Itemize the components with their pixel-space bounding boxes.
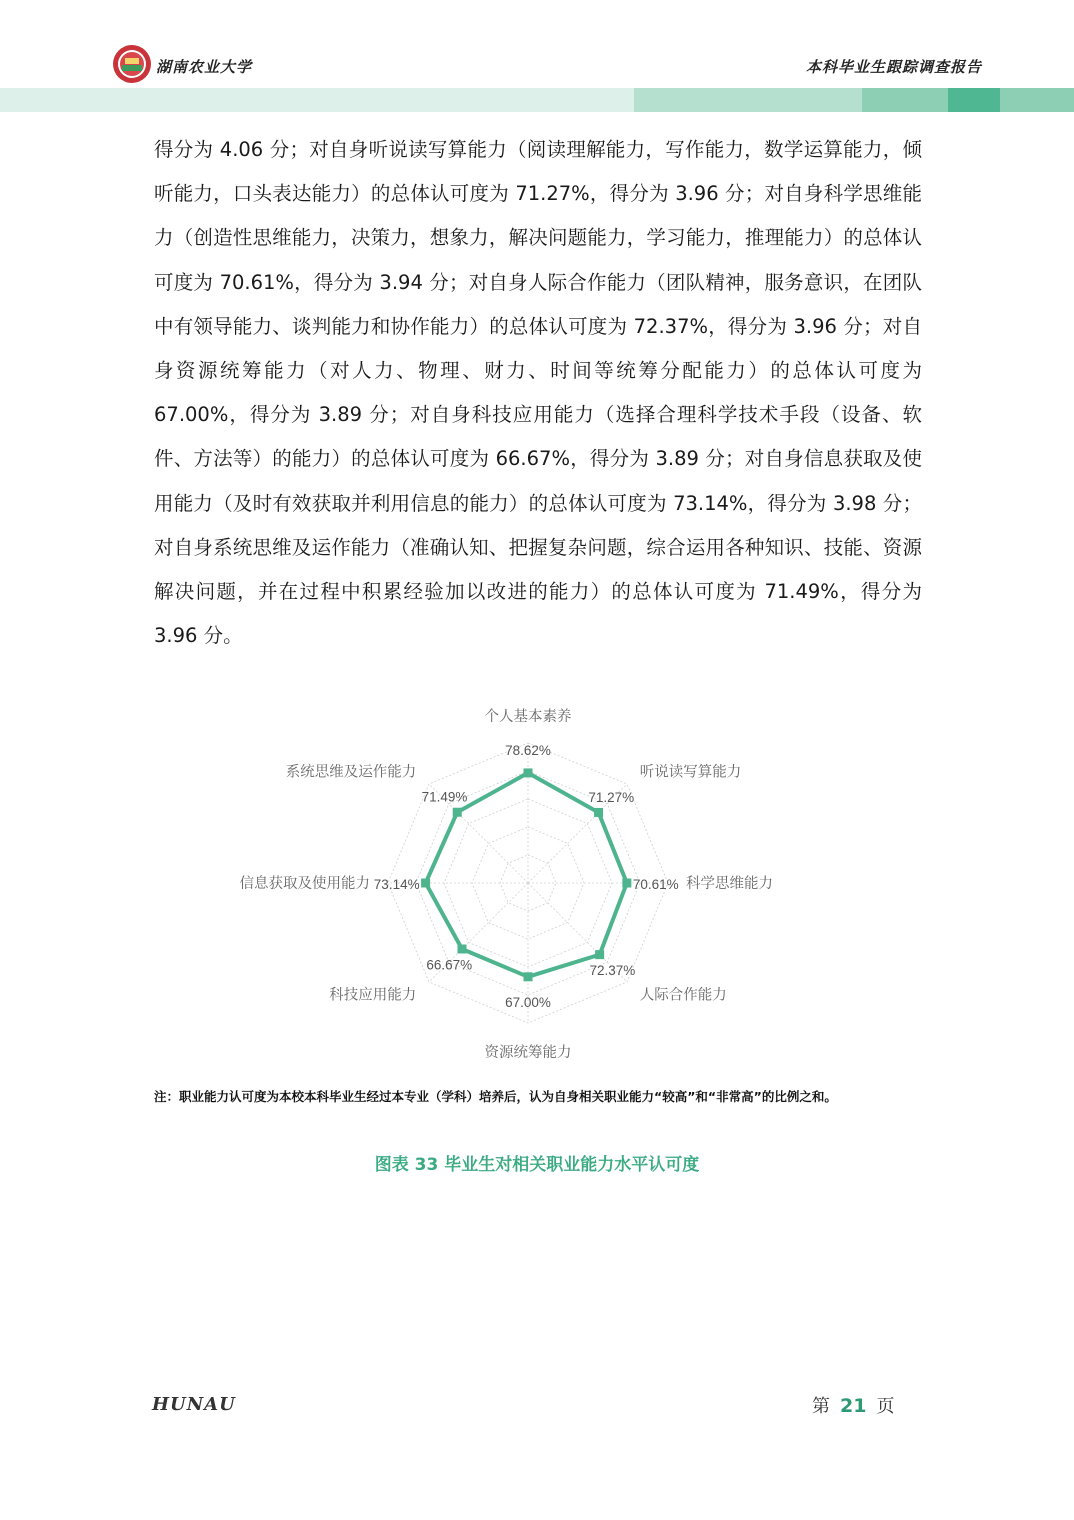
radar-chart xyxy=(200,700,860,1060)
body-paragraph: 得分为 4.06 分；对自身听说读写算能力（阅读理解能力，写作能力，数学运算能力，倾听能力，口头表达能力）的总体认可度为 71.27%，得分为 3.96 分；对自身科学思维能力（创造性思维能力，决策力，想象力，解决问题能力，学习能力，推理能力）的总体认可度为 70.61%，得分为 3.94 分；对自身人际合作能力（团队精神，服务意识，在团队中有领导能力、谈判能力和协作能力）的总体认可度为 72.37%，得分为 3.96 分；对自身资源统筹能力（对人力、物理、财力、时间等统筹分配能力）的总体认可度为 67.00%，得分为 3.89 分；对自身科技应用能力（选择合理科学技术手段（设备、软件、方法等）的能力）的总体认可度为 66.67%，得分为 3.89 分；对自身信息获取及使用能力（及时有效获取并利用信息的能力）的总体认可度为 73.14%，得分为 3.98 分；对自身系统思维及运作能力（准确认知、把握复杂问题，综合运用各种知识、技能、资源解决问题，并在过程中积累经验加以改进的能力）的总体认可度为 71.49%，得分为 3.96 分。 xyxy=(154,138,922,648)
radar-value-label: 70.61% xyxy=(632,877,679,892)
radar-value-label: 73.14% xyxy=(373,877,420,892)
radar-point xyxy=(458,944,467,953)
header-band-dark xyxy=(948,88,1000,112)
figure-caption: 图表 33 毕业生对相关职业能力水平认可度 xyxy=(374,1155,700,1175)
header-band-mid xyxy=(634,88,862,112)
radar-point xyxy=(453,808,462,817)
footer-logo: HUNAU xyxy=(152,1394,236,1415)
report-title: 本科毕业生跟踪调查报告 xyxy=(805,58,982,76)
radar-point xyxy=(421,879,430,888)
radar-point xyxy=(524,768,533,777)
radar-value-label: 67.00% xyxy=(505,994,551,1010)
header-band-accent xyxy=(862,88,948,112)
radar-value-label: 72.37% xyxy=(589,963,636,979)
radar-value-label: 66.67% xyxy=(426,957,473,973)
chart-note: 注：职业能力认可度为本校本科毕业生经过本专业（学科）培养后，认为自身相关职业能力“较高”和“非常高”的比例之和。 xyxy=(154,1089,837,1104)
radar-category-label: 系统思维及运作能力 xyxy=(285,764,417,781)
radar-point xyxy=(524,972,533,981)
radar-category-label: 科学思维能力 xyxy=(686,876,773,892)
radar-value-label: 71.49% xyxy=(421,789,468,805)
header-band-light xyxy=(0,88,634,112)
radar-point xyxy=(595,950,604,959)
radar-category-label: 个人基本素养 xyxy=(484,709,572,725)
radar-category-label: 信息获取及使用能力 xyxy=(239,876,370,892)
radar-category-label: 资源统筹能力 xyxy=(484,1045,572,1060)
radar-category-label: 人际合作能力 xyxy=(639,987,727,1004)
header-band-end xyxy=(1000,88,1074,112)
page-header xyxy=(0,0,1074,115)
page-suffix: 页 xyxy=(876,1396,895,1417)
page-number xyxy=(812,1392,894,1418)
page-number-value: 21 xyxy=(840,1395,867,1417)
radar-category-label: 科技应用能力 xyxy=(329,987,417,1004)
radar-point xyxy=(594,808,603,817)
university-seal-icon xyxy=(112,44,152,84)
radar-category-label: 听说读写算能力 xyxy=(639,764,742,781)
radar-value-label: 71.27% xyxy=(588,789,635,805)
radar-value-label: 78.62% xyxy=(505,742,551,758)
page-prefix: 第 xyxy=(812,1396,830,1417)
university-name: 湖南农业大学 xyxy=(156,58,253,76)
radar-point xyxy=(622,879,631,888)
